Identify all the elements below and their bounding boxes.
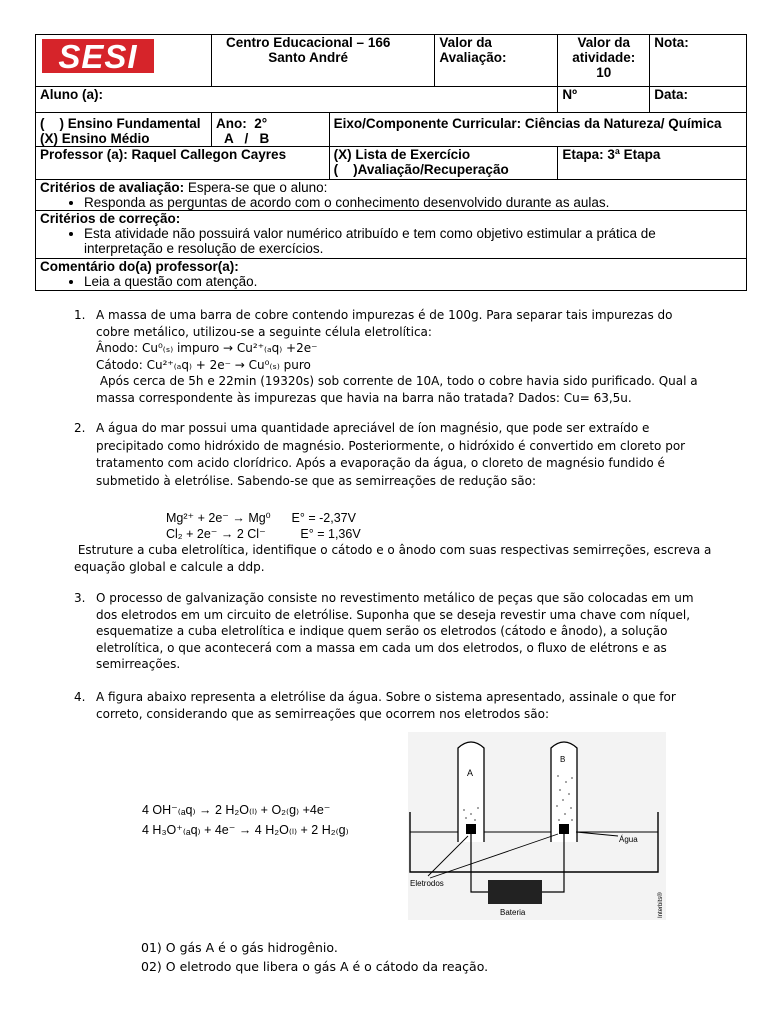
question-number: 3. xyxy=(74,591,86,605)
data-label: Data: xyxy=(654,87,688,102)
criterios-avaliacao-label: Critérios de avaliação: xyxy=(40,180,185,195)
ensino-medio: (X) Ensino Médio xyxy=(40,131,150,146)
question-text: correto, considerando que as semirreações que ocorrem nos eletrodos são: xyxy=(96,706,550,721)
tube-b-label: B xyxy=(560,755,566,764)
question-number: 4. xyxy=(74,690,86,704)
question-text: semirreações. xyxy=(96,657,181,671)
comentario-label: Comentário do(a) professor(a): xyxy=(40,259,239,274)
question-2 xyxy=(74,420,696,491)
question-number: 1. xyxy=(74,308,86,322)
school-line2: Santo André xyxy=(268,50,349,65)
header-table xyxy=(35,34,747,291)
electrode-a xyxy=(466,824,476,834)
professor-label: Professor (a): Raquel Callegon Cayres xyxy=(40,147,287,162)
mg-reaction: Mg²⁺ + 2e⁻ → Mg⁰ E° = -2,37V xyxy=(166,511,356,525)
logo-cell xyxy=(36,35,212,87)
ano-turmas: A / B xyxy=(223,131,270,146)
oh-reaction: 4 OH⁻₍ₐq₎ → 2 H₂O₍ₗ₎ + O₂₍g₎ +4e⁻ xyxy=(142,803,331,817)
data-cell xyxy=(650,87,747,113)
valor-avaliacao-label: Valor da Avaliação: xyxy=(439,35,507,65)
ensino-fundamental: ( ) Ensino Fundamental xyxy=(40,116,201,131)
tube-a-label: A xyxy=(467,768,474,778)
school-name xyxy=(211,35,434,87)
question-text: dos eletrodos em um circuito de eletrólise. Suponha que se deseja revestir uma chave com níquel, xyxy=(96,607,691,622)
battery xyxy=(488,880,542,904)
eixo-cell xyxy=(329,113,746,147)
question-1 xyxy=(74,307,698,406)
aluno-cell xyxy=(36,87,558,113)
question-text: O processo de galvanização consiste no revestimento metálico de peças que são colocadas em um xyxy=(96,591,694,605)
professor-cell xyxy=(36,147,330,180)
question-text: precipitado como hidróxido de magnésio. Posteriormente, o hidróxido é convertido em cloreto por xyxy=(96,438,686,453)
question-text: tratamento com acido clorídrico. Após a evaporação da água, o cloreto de magnésio fundido é xyxy=(96,456,665,471)
avaliacao-recuperacao: ( )Avaliação/Recuperação xyxy=(333,162,509,177)
figure-credit: Interbits® xyxy=(658,892,664,918)
h3o-reaction: 4 H₃O⁺₍ₐq₎ + 4e⁻ → 4 H₂O₍ₗ₎ + 2 H₂₍g₎ xyxy=(142,823,349,837)
battery-label: Bateria xyxy=(500,908,526,917)
question-text: cobre metálico, utilizou-se a seguinte célula eletrolítica: xyxy=(96,324,432,339)
question-text: esquematize a cuba eletrolítica e indique quem serão os eletrodos (cátodo e ânodo), a solução xyxy=(96,624,668,638)
valor-atividade xyxy=(558,35,650,87)
question-text: Após cerca de 5h e 22min (19320s) sob corrente de 10A, todo o cobre havia sido purificado. Qual a xyxy=(96,374,698,388)
electrodes-label: Eletrodos xyxy=(410,879,444,888)
question-text: massa correspondente às impurezas que havia na barra não tratada? Dados: Cu= 63,5u. xyxy=(96,390,632,405)
criterios-correcao-label: Critérios de correção: xyxy=(40,211,181,226)
question-3 xyxy=(74,590,696,673)
question-text: A figura abaixo representa a eletrólise da água. Sobre o sistema apresentado, assinale o que for xyxy=(96,690,676,704)
ano-label: Ano: 2° xyxy=(215,116,268,131)
criterios-avaliacao xyxy=(36,180,747,211)
question-text: Estruture a cuba eletrolítica, identifique o cátodo e o ânodo com suas respectivas semirreções, escreva a xyxy=(74,543,712,557)
question-text: equação global e calcule a ddp. xyxy=(74,559,265,574)
criterios-avaliacao-text: Espera-se que o aluno: xyxy=(184,180,328,195)
school-line1: Centro Educacional – 166 xyxy=(226,35,391,50)
question-4 xyxy=(74,689,696,722)
water-label: Água xyxy=(619,835,638,844)
comentario-professor xyxy=(36,259,747,291)
etapa-label: Etapa: 3ª Etapa xyxy=(562,147,661,162)
lista-exercicio: (X) Lista de Exercício xyxy=(333,147,471,162)
option-01: 01) O gás A é o gás hidrogênio. xyxy=(141,940,338,955)
ano-cell xyxy=(211,113,329,147)
aluno-label: Aluno (a): xyxy=(40,87,103,102)
criterios-correcao-item: • Esta atividade não possuirá valor numérico atribuído e tem como objetivo estimular a prática de interpretação e resolução de exercícios. xyxy=(84,226,742,256)
valor-avaliacao xyxy=(435,35,558,87)
valor-atividade-value: 10 xyxy=(596,65,612,80)
criterios-correcao xyxy=(36,211,747,259)
cl-reaction: Cl₂ + 2e⁻ → 2 Cl⁻ E° = 1,36V xyxy=(166,527,361,541)
question-2-task xyxy=(74,542,712,575)
question-4-options xyxy=(141,938,741,976)
question-number: 2. xyxy=(74,421,86,435)
question-text: A água do mar possui uma quantidade apreciável de íon magnésio, que pode ser extraído e xyxy=(96,421,650,435)
electrolysis-figure xyxy=(408,732,666,920)
electrode-b xyxy=(559,824,569,834)
nota-cell xyxy=(650,35,747,87)
numero-cell xyxy=(558,87,650,113)
nota-label: Nota: xyxy=(654,35,689,50)
question-text: submetido à eletrólise. Sabendo-se que as semirreações de redução são: xyxy=(96,474,537,489)
anodo-reaction: Ânodo: Cu⁰₍ₛ₎ impuro → Cu²⁺₍ₐq₎ +2e⁻ xyxy=(96,341,318,355)
numero-label: Nº xyxy=(562,87,578,102)
valor-atividade-label: Valor da atividade: xyxy=(572,35,636,65)
option-02: 02) O eletrodo que libera o gás A é o cátodo da reação. xyxy=(141,959,489,974)
catodo-reaction: Cátodo: Cu²⁺₍ₐq₎ + 2e⁻ → Cu⁰₍ₛ₎ puro xyxy=(96,357,311,372)
question-text: A massa de uma barra de cobre contendo impurezas é de 100g. Para separar tais impurezas do xyxy=(96,308,673,322)
eixo-label: Eixo/Componente Curricular: Ciências da Natureza/ Química xyxy=(333,116,722,131)
sesi-logo: SESI xyxy=(42,39,154,73)
etapa-cell xyxy=(558,147,747,180)
tipo-cell xyxy=(329,147,558,180)
comentario-item: • Leia a questão com atenção. xyxy=(84,274,742,289)
ensino-cell xyxy=(36,113,212,147)
criterios-avaliacao-item: • Responda as perguntas de acordo com o conhecimento desenvolvido durante as aulas. xyxy=(84,195,742,210)
question-text: eletrolítica, o que acontecerá com a massa em cada um dos eletrodos, o fluxo de elétrons e as xyxy=(96,640,667,655)
